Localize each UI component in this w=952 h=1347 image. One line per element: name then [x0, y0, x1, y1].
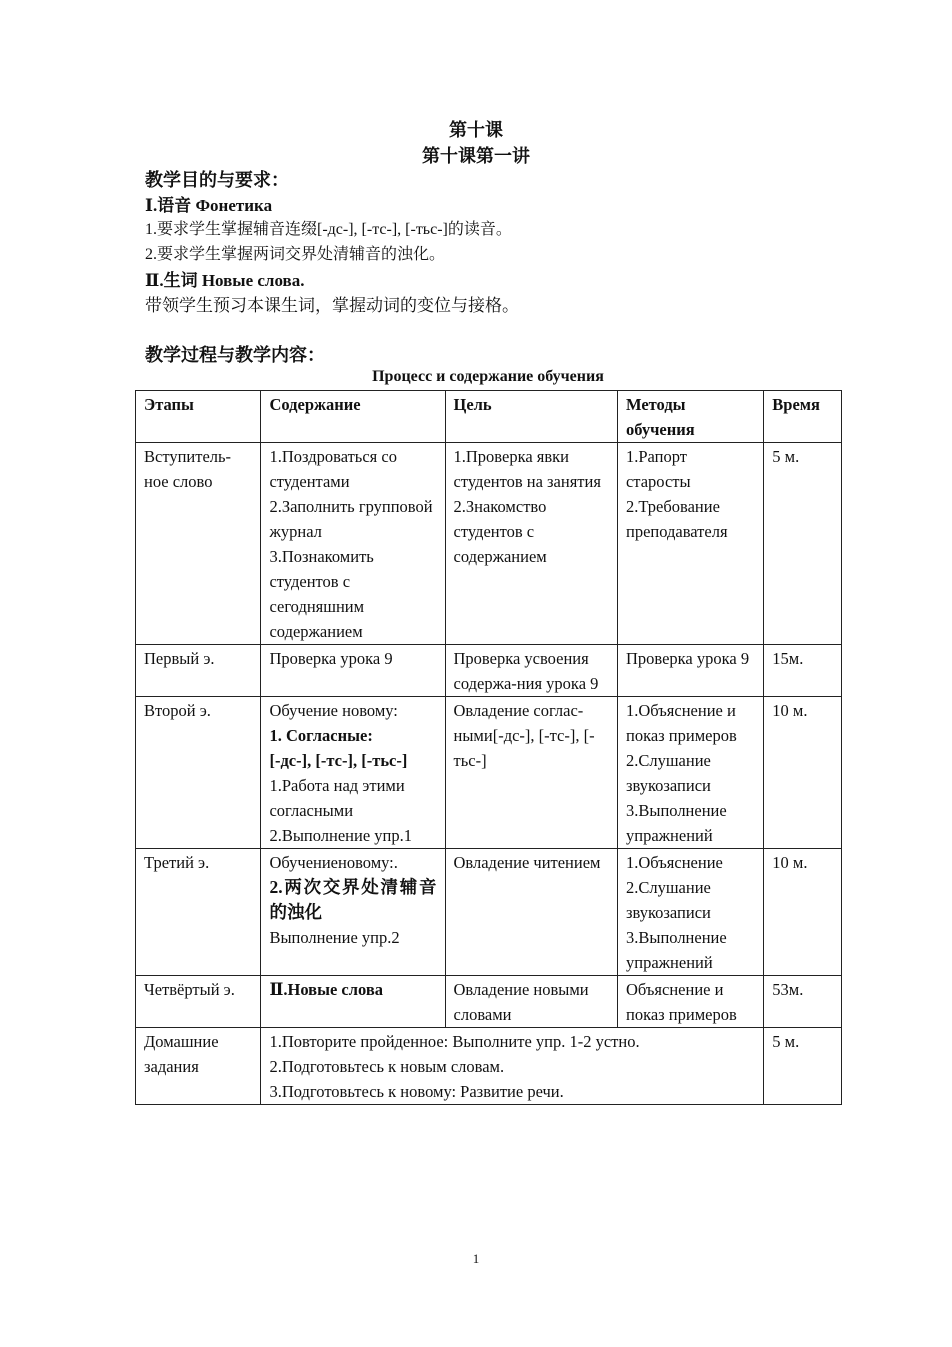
- table-row: [136, 697, 842, 849]
- content-topic: 1. Согласные:: [269, 726, 373, 745]
- content-item: 3.Познакомить студентов с сегодняшним содержанием: [269, 547, 374, 641]
- stage-cell: Домашние задания: [136, 1028, 261, 1105]
- content-item: 1.Работа над этими согласными: [269, 776, 405, 820]
- content-topic: 2.两次交界处清辅音的浊化: [269, 877, 437, 922]
- table-row: [136, 976, 842, 1028]
- homework-cell: [261, 1028, 764, 1105]
- stage-cell: Третий э.: [136, 849, 261, 976]
- content-item: 2.Выполнение упр.1: [269, 826, 412, 845]
- time-cell: 5 м.: [764, 1028, 842, 1105]
- table-row: [136, 645, 842, 697]
- methods-cell: [617, 443, 763, 645]
- content-item: Выполнение упр.2: [269, 928, 400, 947]
- method-item: 1.Объяснение: [625, 853, 723, 872]
- methods-cell: [617, 697, 763, 849]
- content-cell: [261, 697, 445, 849]
- phonetics-section-title: Ⅰ.语音 Фонетика: [145, 196, 273, 215]
- goal-item: 2.Знакомство студентов с содержанием: [453, 497, 547, 566]
- methods-cell: Объяснение и показ примеров: [617, 976, 763, 1028]
- content-cell: [261, 849, 445, 976]
- goal-item: 1.Проверка явки студентов на занятия: [453, 447, 601, 491]
- time-cell: 10 м.: [764, 849, 842, 976]
- content-item: 1.Поздроваться со студентами: [269, 447, 397, 491]
- table-row: [136, 849, 842, 976]
- table-row: [136, 443, 842, 645]
- method-item: 1.Рапорт старосты: [625, 447, 691, 491]
- homework-item: 2.Подготовьтесь к новым словам.: [269, 1057, 505, 1076]
- goal-cell: [445, 443, 617, 645]
- table-header-row: [136, 391, 842, 443]
- homework-item: 3.Подготовьтесь к новому: Развитие речи.: [269, 1082, 564, 1101]
- content-cell: Проверка урока 9: [261, 645, 445, 697]
- content-cell: Ⅱ.Новые слова: [261, 976, 445, 1028]
- column-header-time: Время: [764, 391, 842, 443]
- process-header: 教学过程与教学内容：: [145, 345, 325, 365]
- goal-cell: Овладение новыми словами: [445, 976, 617, 1028]
- goal-item-2: 2.要求学生掌握两词交界处清辅音的浊化。: [145, 246, 446, 263]
- time-cell: 53м.: [764, 976, 842, 1028]
- goal-cell: Проверка усвоения содержа-ния урока 9: [445, 645, 617, 697]
- content-item: 2.Заполнить групповой журнал: [269, 497, 433, 541]
- homework-item: 1.Повторите пройденное: Выполните упр. 1-2 устно.: [269, 1032, 640, 1051]
- content-intro: Обучение новому:: [269, 701, 398, 720]
- lecture-subtitle: 第十课第一讲: [422, 146, 530, 166]
- method-item: 2.Слушание звукозаписи: [625, 878, 711, 922]
- time-cell: 15м.: [764, 645, 842, 697]
- vocabulary-section-text: 带领学生预习本课生词，掌握动词的变位与接格。: [145, 296, 519, 315]
- method-item: 1.Объяснение и показ примеров: [625, 701, 737, 745]
- method-item: 3.Выполнение упражнений: [625, 801, 727, 845]
- content-cell: [261, 443, 445, 645]
- column-header-content: Содержание: [261, 391, 445, 443]
- content-topic-sounds: [-дс-], [-тс-], [-тьс-]: [269, 751, 408, 770]
- page-number: 1: [472, 1251, 480, 1266]
- method-item: 2.Слушание звукозаписи: [625, 751, 711, 795]
- lesson-title: 第十课: [449, 120, 503, 140]
- method-item: 3.Выполнение упражнений: [625, 928, 727, 972]
- table-row: [136, 1028, 842, 1105]
- stage-cell: Вступитель-ное слово: [136, 443, 261, 645]
- vocabulary-section-title: Ⅱ.生词 Новые слова.: [145, 271, 305, 290]
- stage-cell: Первый э.: [136, 645, 261, 697]
- time-cell: 10 м.: [764, 697, 842, 849]
- column-header-goal: Цель: [445, 391, 617, 443]
- methods-cell: Проверка урока 9: [617, 645, 763, 697]
- stage-cell: Четвёртый э.: [136, 976, 261, 1028]
- column-header-stages: Этапы: [136, 391, 261, 443]
- content-intro: Обучениеновому:.: [269, 853, 398, 872]
- stage-cell: Второй э.: [136, 697, 261, 849]
- lesson-plan-table: [135, 390, 842, 1105]
- goal-cell: Овладение читением: [445, 849, 617, 976]
- goals-header: 教学目的与要求：: [145, 170, 289, 190]
- column-header-methods: Методы обучения: [617, 391, 763, 443]
- goal-cell: Овладение соглас-ными[-дс-], [-тс-], [-тьс-]: [445, 697, 617, 849]
- goal-item-1: 1.要求学生掌握辅音连缀[-дс-], [-тс-], [-тьс-]的读音。: [145, 221, 512, 238]
- method-item: 2.Требование преподавателя: [625, 497, 728, 541]
- table-caption: Процесс и содержание обучения: [372, 368, 604, 385]
- time-cell: 5 м.: [764, 443, 842, 645]
- methods-cell: [617, 849, 763, 976]
